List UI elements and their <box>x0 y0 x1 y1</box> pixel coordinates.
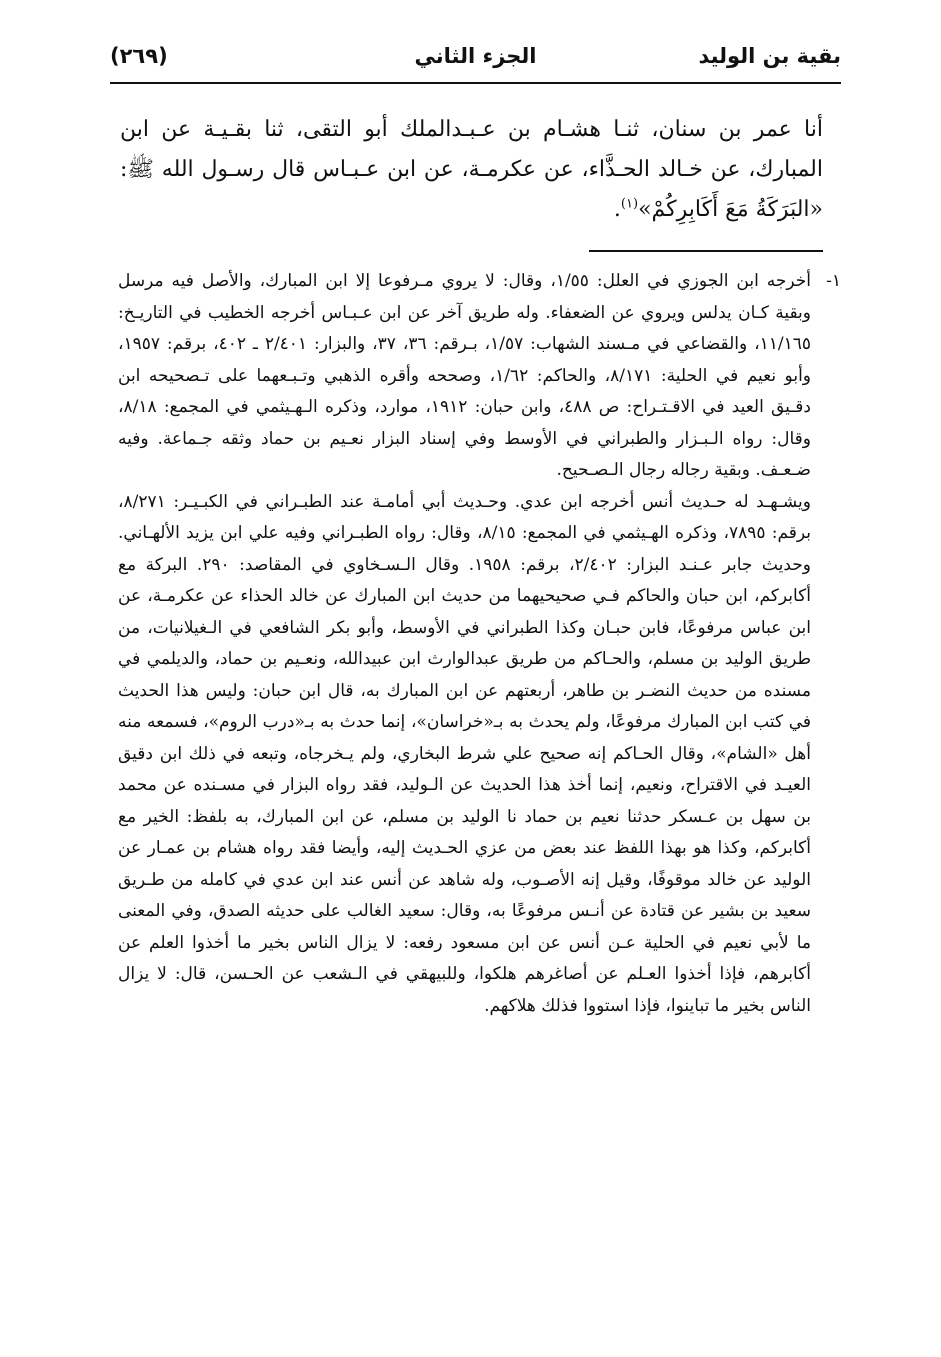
footnote <box>118 266 841 1022</box>
footnote-paragraph: أخرجه ابن الجوزي في العلل: ١/٥٥، وقال: لا يروي مـرفوعا إلا ابن المبارك، والأصل فيه مرسل وبقية كـان يدلس ويروي عن الضعفاء. وله طريق آخر عن ابن عـبـاس أخرجه الخطيب في التاريـخ: ١١/١٦٥، والقضاعي في مـسند الشهاب: ١/٥٧، بـرقم: ٣٦، ٣٧، والبزار: ٢/٤٠١ ـ ٤٠٢، برقم: ١٩٥٧، وأبو نعيم في الحلية: ٨/١٧١، والحاكم: ١/٦٢، وصححه وأقره الذهبي وتـبـعهما على تـصحيحه ابن دقـيق العيد في الاقـتـراح: ص ٤٨٨، وابن حبان: ١٩١٢، موارد، وذكره الـهـيثمي في المجمع: ٨/١٨، وقال: رواه الـبـزار والطبراني في الأوسط وفي إسناد البزار نعـيم بن حماد وثقه جـماعة. وفيه ضـعـف. وبقية رجاله رجال الـصـحيح. <box>118 271 812 480</box>
footnote-number: ١- <box>826 271 841 291</box>
main-end: . <box>613 197 621 222</box>
part-title: الجزء الثاني <box>414 44 537 68</box>
footnote-ref: (١) <box>620 196 639 212</box>
page-number: (٢٦٩) <box>110 44 168 68</box>
main-paragraph: أنا عمر بن سنان، ثنـا هشـام بن عـبـدالملك أبو التقى، ثنا بقـيـة عن ابن المبارك، عن خـالد الحـذَّاء، عن عكرمـة، عن ابن عـبـاس قال رسـول الله ﷺ: «البَرَكَةُ مَعَ أَكَابِرِكُمْ» <box>120 117 823 222</box>
page-header <box>110 40 841 80</box>
main-text <box>120 110 823 230</box>
footnote-rule <box>589 250 823 252</box>
footnote-paragraph: ويشـهـد له حـديث أنس أخرجه ابن عدي. وحـديث أبي أمامـة عند الطبـراني في الكبـيـر: ٨/٢٧١، برقم: ٧٨٩٥، وذكره الهـيثمي في المجمع: ٨/١٥، وقال: رواه الطبـراني وفيه علي ابن يزيد الألهـاني. وحديث جابر عـنـد البزار: ٢/٤٠٢، برقم: ١٩٥٨. وقال الـسـخاوي في المقاصد: ٢٩٠. البركة مع أكابركم، ابن حبان والحاكم فـي صحيحيهما من حديث ابن المبارك عن خالد الحذاء عن عكرمـة، عن ابن عباس مرفوعًا، فابن حبـان وكذا الطبراني في الأوسط، وأبو بكر الشافعي في الـغيلانيات، من طريق الوليد بن مسلم، والحـاكم من طريق عبدالوارث ابن عبيدالله، ونعـيم بن حماد، والديلمي في مسنده من حديث النضـر بن طاهر، أربعتهم عن ابن المبارك به، قال ابن حبان: وليس هذا الحديث في كتب ابن المبارك مرفوعًا، ولم يحدث به بـ«خراسان»، إنما حدث به بـ«درب الروم»، فسمعه منه أهل «الشام»، وقال الحـاكم إنه صحيح علي شرط البخاري، ولم يـخرجاه، وتبعه في ذلك ابن دقيق العيـد في الاقتراح، ونعيم، إنما أخذ هذا الحديث عن الـوليد، فقد رواه البزار في مسـنده عن محمد بن سهل بن عـسكر حدثنا نعيم بن حماد نا الوليد بن مسلم، عن ابن المبارك، به بلفظ: الخير مع أكابركم، وكذا هو بهذا اللفظ عند بعض من عزي الحـديث إليه، وأيضا فقد رواه هشام بن عمـار عن الوليد عن خالد موقوفًا، وقيل إنه الأصـوب، وله شاهد عن أنس عند ابن عدي في كامله من طـريق سعيد بن بشير عن قتادة عن أنـس مرفوعًا به، وقال: سعيد الغالب على حديثه الصدق، وفي المعنى ما لأبي نعيم في الحلية عـن أنس عن ابن مسعود رفعه: لا يزال الناس بخير ما أخذوا العلم عن أكابرهم، فإذا أخذوا العـلم عن أصاغرهم هلكوا، وللبيهقي في الـشعب عن الحـسن، قال: لا يزال الناس بخير ما تباينوا، فإذا استووا فذلك هلاكهم. <box>118 491 812 1016</box>
header-rule <box>110 82 841 84</box>
footnote-body <box>118 266 811 1022</box>
running-title: بقية بن الوليد <box>698 44 841 68</box>
